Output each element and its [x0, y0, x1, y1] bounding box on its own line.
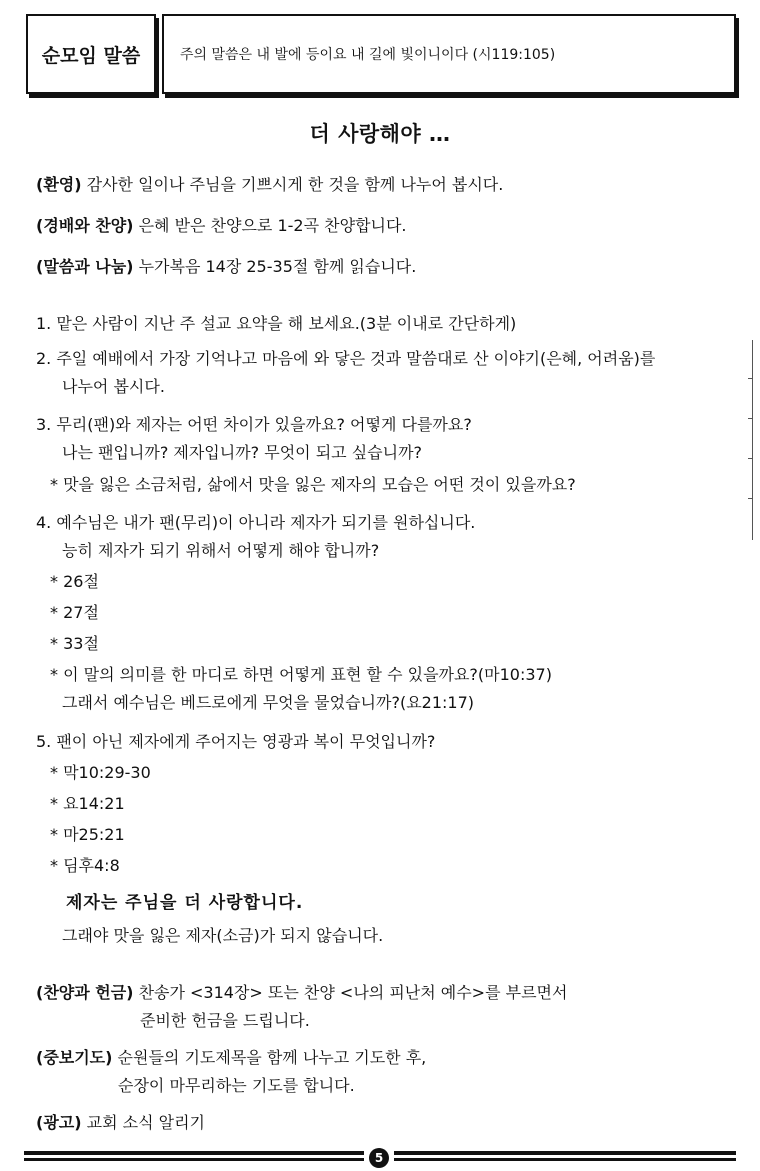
header-verse: 주의 말씀은 내 발에 등이요 내 길에 빛이니이다 (시119:105)	[162, 14, 736, 94]
page-number: 5	[369, 1148, 389, 1168]
intro-worship: (경배와 찬양) 은혜 받은 찬양으로 1-2곡 찬양합니다.	[36, 216, 407, 235]
margin-tick	[748, 498, 753, 499]
question-4-sub-1: * 26절	[50, 572, 99, 591]
conclusion-text: 그래야 맛을 잃은 제자(소금)가 되지 않습니다.	[62, 926, 384, 945]
question-5-sub-3: * 마25:21	[50, 825, 125, 844]
intro-welcome: (환영) 감사한 일이나 주님을 기쁘시게 한 것을 함께 나누어 봅시다.	[36, 175, 504, 194]
margin-tick	[748, 458, 753, 459]
question-4-sub-3: * 33절	[50, 634, 99, 653]
margin-tick	[748, 378, 753, 379]
question-5-sub-1: * 막10:29-30	[50, 763, 151, 782]
question-3-line-1: 3. 무리(팬)와 제자는 어떤 차이가 있을까요? 어떻게 다를까요?	[36, 415, 472, 434]
question-2-line-2: 나누어 봅시다.	[62, 377, 165, 396]
section-tag: 순모임 말씀	[26, 14, 156, 94]
question-4-line-1: 4. 예수님은 내가 팬(무리)이 아니라 제자가 되기를 원하십니다.	[36, 513, 476, 532]
question-5-line-1: 5. 팬이 아닌 제자에게 주어지는 영광과 복이 무엇입니까?	[36, 732, 436, 751]
page-title: 더 사랑해야 …	[309, 122, 451, 146]
question-3-line-2: 나는 팬입니까? 제자입니까? 무엇이 되고 싶습니까?	[62, 443, 423, 462]
question-3-sub: * 맛을 잃은 소금처럼, 삶에서 맛을 잃은 제자의 모습은 어떤 것이 있을까요?	[50, 475, 576, 494]
closing-prayer-cont: 순장이 마무리하는 기도를 합니다.	[118, 1076, 355, 1095]
question-5-sub-4: * 딤후4:8	[50, 856, 120, 875]
question-4-line-2: 능히 제자가 되기 위해서 어떻게 해야 합니까?	[62, 541, 380, 560]
footer-rule-left	[24, 1151, 364, 1163]
question-4-sub-2: * 27절	[50, 603, 99, 622]
intro-word: (말씀과 나눔) 누가복음 14장 25-35절 함께 읽습니다.	[36, 257, 417, 276]
question-5-sub-2: * 요14:21	[50, 794, 125, 813]
footer-rule-right	[394, 1151, 736, 1163]
margin-tick	[748, 418, 753, 419]
question-4-sub-4: * 이 말의 의미를 한 마디로 하면 어떻게 표현 할 수 있을까요?(마10:37)	[50, 665, 552, 684]
closing-offering: (찬양과 헌금) 찬송가 <314장> 또는 찬양 <나의 피난처 예수>를 부르면서	[36, 983, 568, 1002]
conclusion-emphasis: 제자는 주님을 더 사랑합니다.	[66, 893, 304, 913]
closing-prayer: (중보기도) 순원들의 기도제목을 함께 나누고 기도한 후,	[36, 1048, 427, 1067]
closing-notice: (광고) 교회 소식 알리기	[36, 1113, 205, 1132]
question-4-sub-4-cont: 그래서 예수님은 베드로에게 무엇을 물었습니까?(요21:17)	[62, 693, 475, 712]
closing-offering-cont: 준비한 헌금을 드립니다.	[140, 1011, 310, 1030]
question-1: 1. 맡은 사람이 지난 주 설교 요약을 해 보세요.(3분 이내로 간단하게)	[36, 314, 517, 333]
question-2-line-1: 2. 주일 예배에서 가장 기억나고 마음에 와 닿은 것과 말씀대로 산 이야기(은혜, 어려움)를	[36, 349, 656, 368]
margin-rule	[752, 340, 753, 540]
